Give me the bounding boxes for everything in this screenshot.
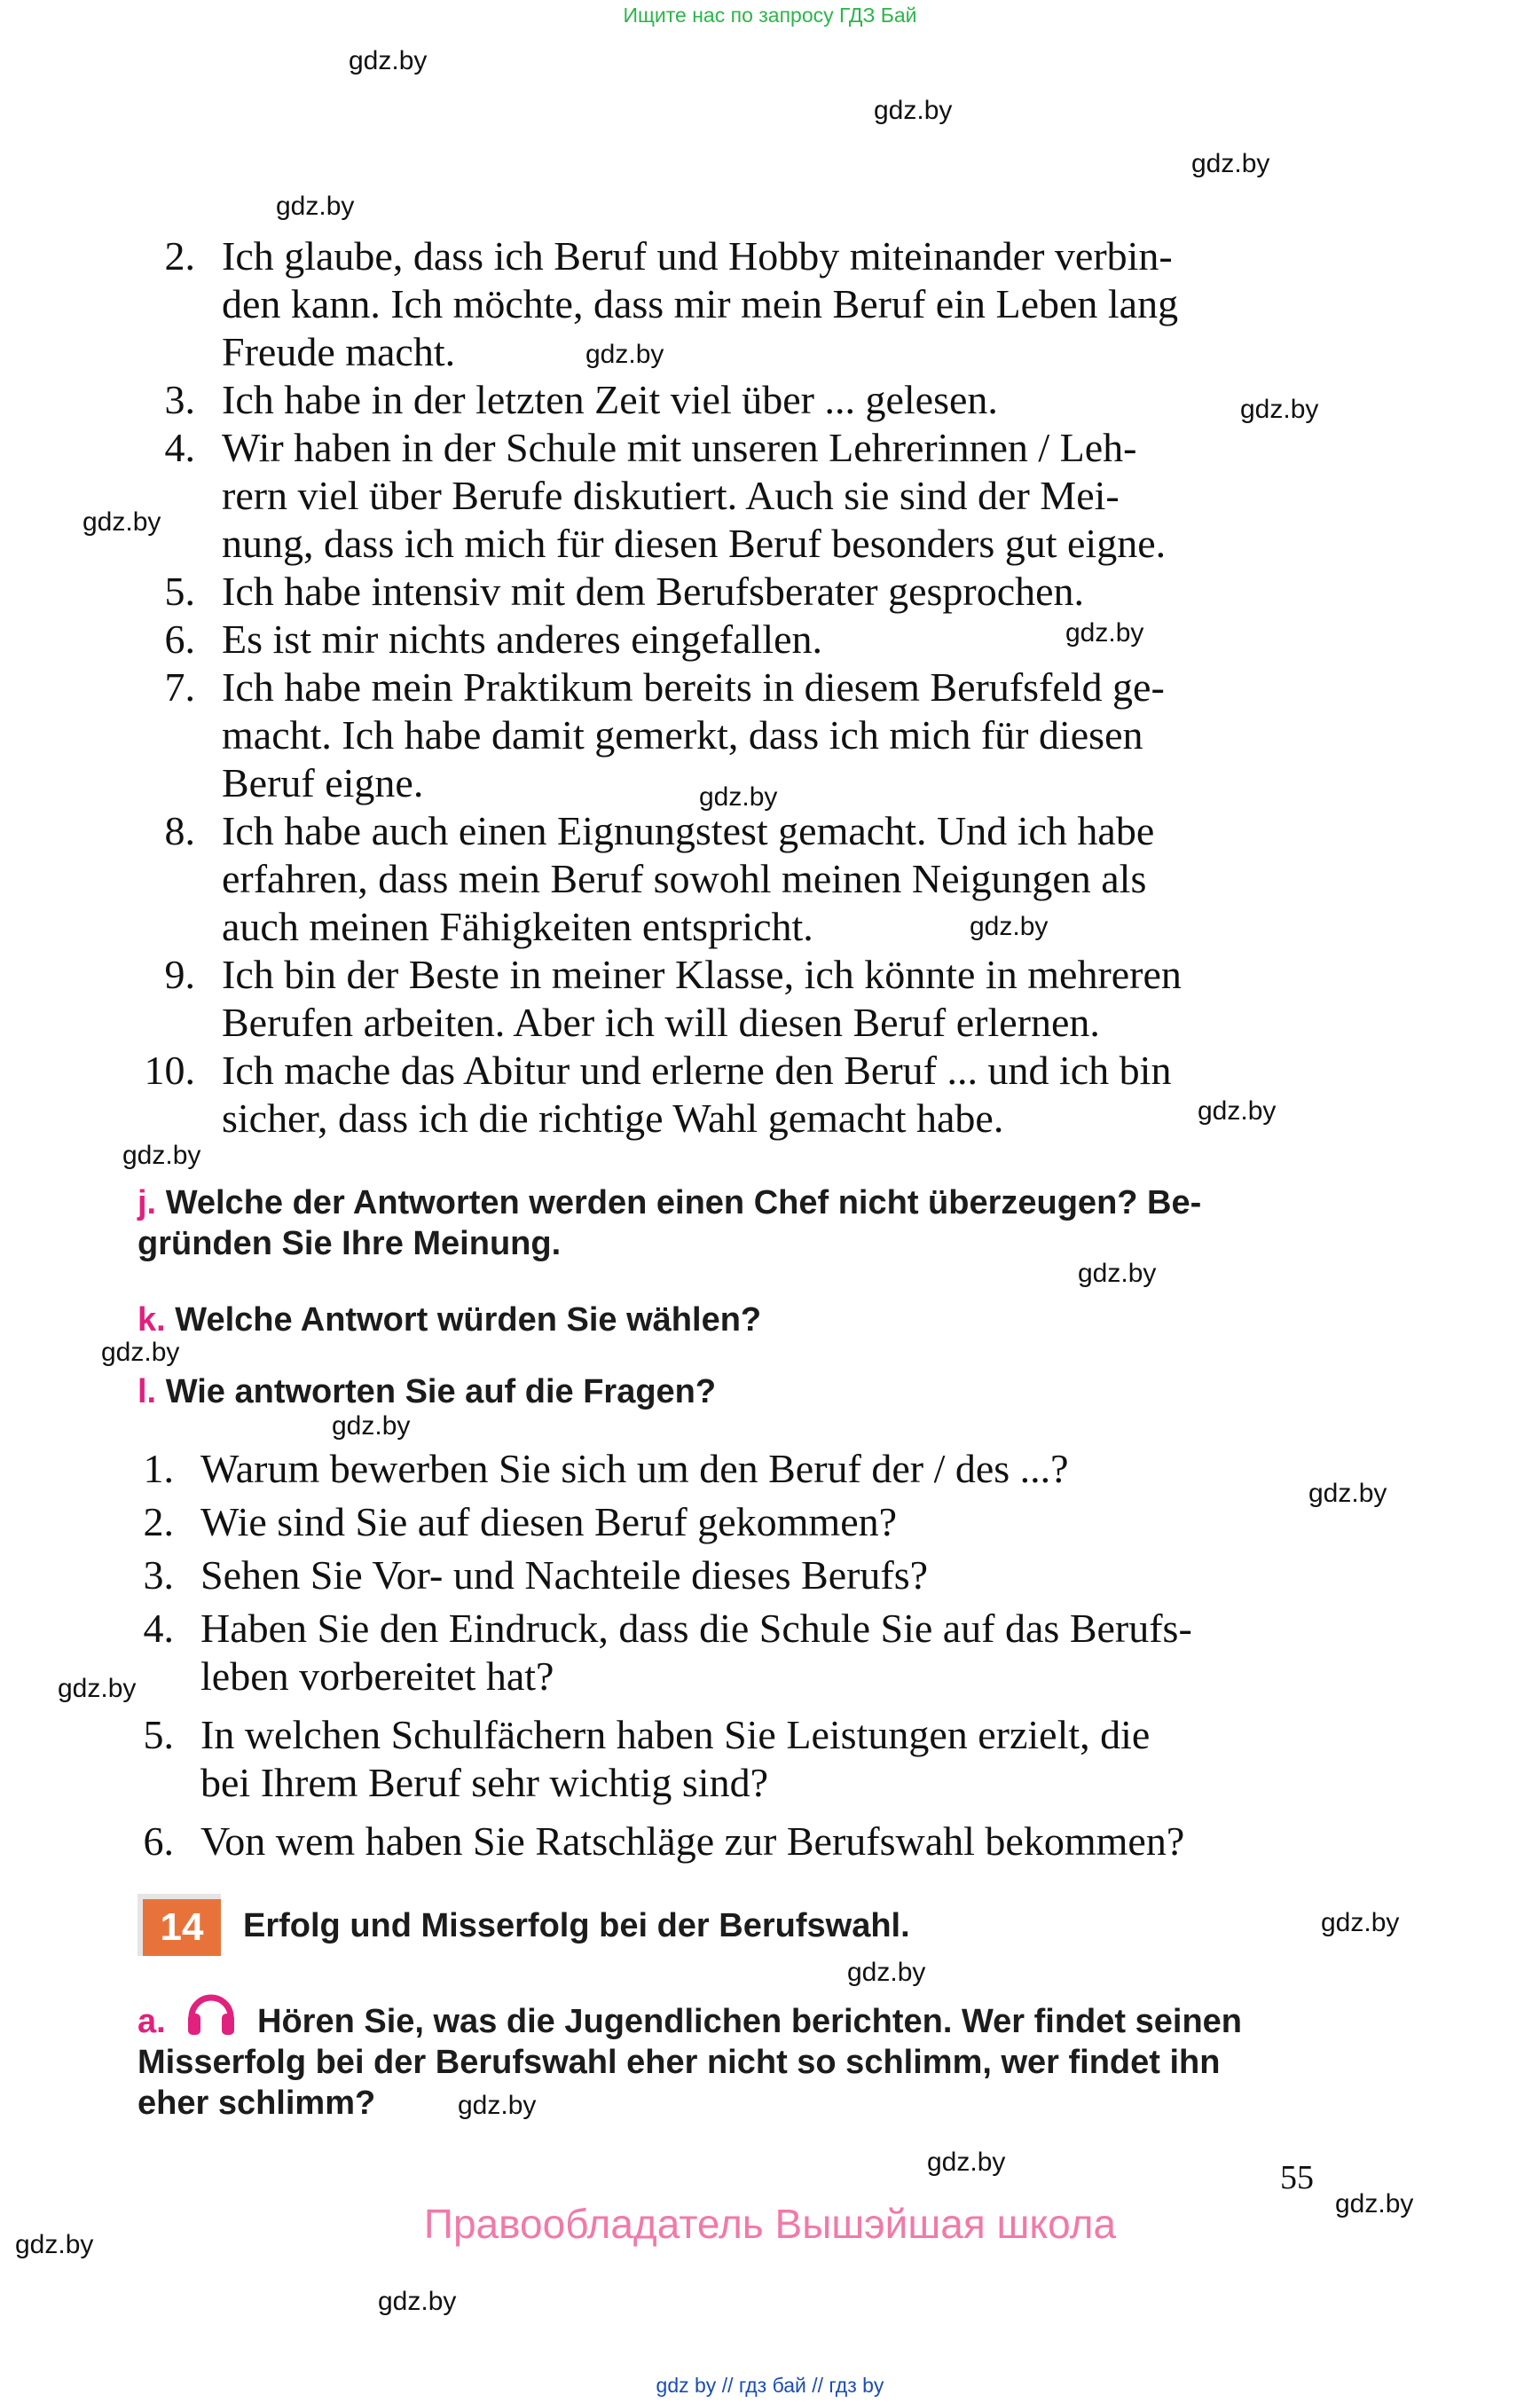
list-item-line: sicher, dass ich die richtige Wahl gemacht habe. [222,1095,1004,1141]
list-item-line: Berufen arbeiten. Aber ich will diesen Beruf erlernen. [222,1000,1100,1045]
task-text: Welche der Antworten werden einen Chef nicht überzeugen? Be- [165,1184,1202,1221]
footer-links[interactable]: gdz by // гдз бай // гдз by [656,2374,884,2397]
list-item-line: macht. Ich habe damit gemerkt, dass ich mich für diesen [222,712,1143,758]
list-item-line: Ich bin der Beste in meiner Klasse, ich könnte in mehreren [222,952,1182,997]
list-item-number: 10. [144,1048,195,1093]
task-a-text: eher schlimm? [138,2085,376,2122]
list-item-number: 2. [164,233,195,279]
task-a-text: Hören Sie, was die Jugendlichen berichten. Wer findet seinen [257,2003,1242,2040]
watermark: gdz.by [122,1141,201,1170]
watermark: gdz.by [101,1338,180,1367]
list-item-line: Sehen Sie Vor- und Nachteile dieses Berufs? [200,1552,929,1598]
list-item-number: 5. [164,569,195,614]
list-item-line: Wie sind Sie auf diesen Beruf gekommen? [200,1499,898,1544]
top-banner[interactable]: Ищите нас по запросу ГДЗ Бай [623,4,917,27]
task-letter: j. [138,1184,157,1221]
watermark: gdz.by [1308,1479,1387,1508]
list-item-line: auch meinen Fähigkeiten entspricht. [222,904,813,949]
section-title: Erfolg und Misserfolg bei der Berufswahl. [243,1907,910,1944]
watermark: gdz.by [15,2230,94,2259]
watermark: gdz.by [699,782,778,812]
list-item-line: bei Ihrem Beruf sehr wichtig sind? [200,1760,768,1805]
list-item-number: 6. [164,616,195,662]
task-text: Wie antworten Sie auf die Fragen? [165,1373,717,1410]
watermark: gdz.by [1078,1259,1157,1288]
page-number: 55 [1280,2159,1314,2196]
watermark: gdz.by [585,340,664,369]
task-l [138,1371,716,1412]
watermark: gdz.by [1335,2189,1414,2218]
list-item-number: 5. [143,1712,174,1757]
list-item-line: rern viel über Berufe diskutiert. Auch sie sind der Mei- [222,473,1120,518]
list-item-line: Ich habe in der letzten Zeit viel über ... gelesen. [222,377,998,422]
headphones-icon [185,1985,238,2040]
watermark: gdz.by [927,2148,1006,2177]
list-item-line: Freude macht. [222,329,456,374]
watermark: gdz.by [458,2091,537,2120]
watermark: gdz.by [1240,395,1319,424]
list-item-number: 4. [164,425,195,470]
watermark: gdz.by [1321,1908,1400,1937]
watermark: gdz.by [82,507,161,537]
list-item-number: 6. [143,1818,174,1864]
task-k [138,1300,761,1340]
list-item-number: 7. [164,664,195,710]
copyright-notice: Правообладатель Вышэйшая школа [423,2201,1117,2247]
task-letter: k. [138,1301,166,1339]
task-j [138,1182,1201,1223]
watermark: gdz.by [276,192,355,221]
watermark: gdz.by [970,912,1049,941]
list-item-number: 3. [164,377,195,422]
list-item-line: Ich habe mein Praktikum bereits in diesem Berufsfeld ge- [222,664,1165,710]
watermark: gdz.by [349,46,428,75]
task-letter: l. [138,1373,157,1410]
task-text: Welche Antwort würden Sie wählen? [175,1301,762,1339]
list-item-line: Beruf eigne. [222,760,424,805]
watermark: gdz.by [874,96,953,125]
list-item-line: nung, dass ich mich für diesen Beruf besonders gut eigne. [222,521,1167,566]
watermark: gdz.by [58,1674,137,1703]
list-item-number: 3. [143,1552,174,1598]
list-item-line: Von wem haben Sie Ratschläge zur Berufswahl bekommen? [200,1818,1185,1864]
task-a-text: Misserfolg bei der Berufswahl eher nicht so schlimm, wer findet ihn [138,2044,1221,2081]
watermark: gdz.by [1198,1096,1277,1126]
list-item-line: Ich habe auch einen Eignungstest gemacht. Und ich habe [222,808,1155,853]
task-j-continued: gründen Sie Ihre Meinung. [138,1225,562,1262]
list-item-line: Ich glaube, dass ich Beruf und Hobby miteinander verbin- [222,233,1173,279]
list-item-number: 2. [143,1499,174,1544]
task-a-letter: a. [138,2003,166,2040]
list-item-line: den kann. Ich möchte, dass mir mein Beruf ein Leben lang [222,281,1179,326]
list-item-line: Ich mache das Abitur und erlerne den Beruf ... und ich bin [222,1048,1172,1093]
list-item-line: Ich habe intensiv mit dem Berufsberater gesprochen. [222,569,1085,614]
list-item-number: 1. [143,1446,174,1491]
list-item-number: 4. [143,1606,174,1651]
watermark: gdz.by [1065,618,1144,648]
watermark: gdz.by [847,1958,926,1987]
list-item-number: 8. [164,808,195,853]
list-item-line: Es ist mir nichts anderes eingefallen. [222,616,823,662]
watermark: gdz.by [1191,149,1270,178]
list-item-line: leben vorbereitet hat? [200,1653,554,1699]
watermark: gdz.by [332,1411,411,1441]
list-item-line: Haben Sie den Eindruck, dass die Schule Sie auf das Berufs- [200,1606,1192,1651]
list-item-line: In welchen Schulfächern haben Sie Leistungen erzielt, die [200,1712,1151,1757]
watermark: gdz.by [378,2287,457,2316]
list-item-line: Wir haben in der Schule mit unseren Lehrerinnen / Leh- [222,425,1137,470]
list-item-line: Warum bewerben Sie sich um den Beruf der / des ...? [200,1446,1069,1491]
section-number-badge: 14 [143,1899,221,1956]
list-item-number: 9. [164,952,195,997]
list-item-line: erfahren, dass mein Beruf sowohl meinen Neigungen als [222,856,1147,901]
